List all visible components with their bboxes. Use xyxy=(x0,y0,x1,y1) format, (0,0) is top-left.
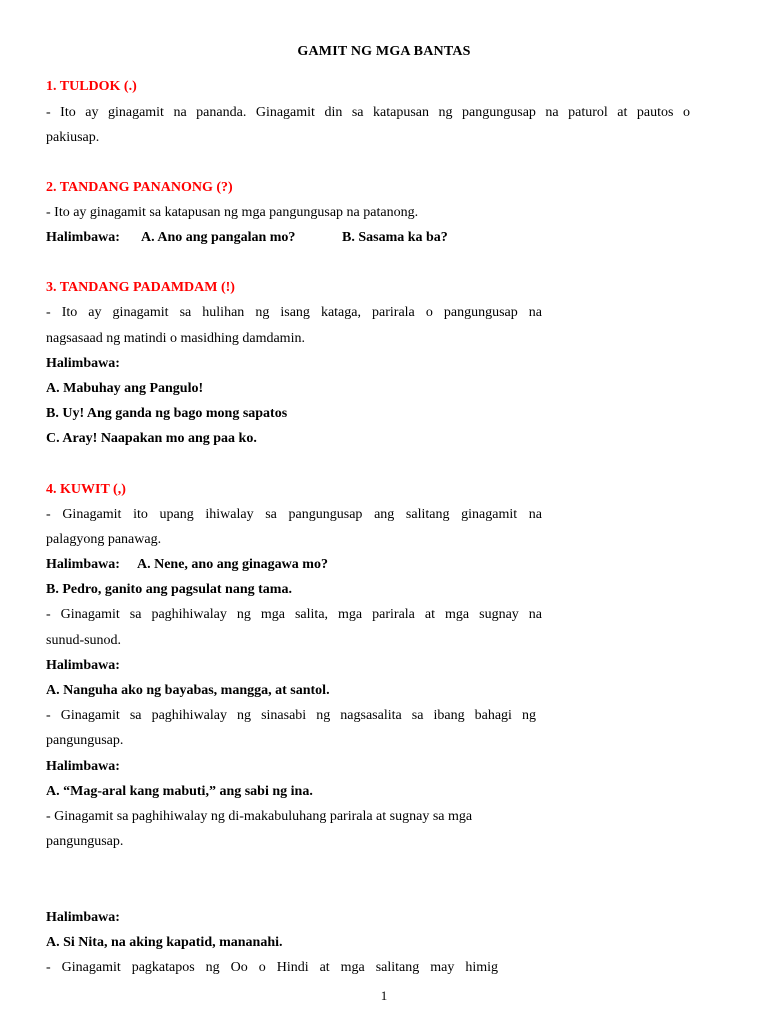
section-3-example-b: B. Uy! Ang ganda ng bago mong sapatos xyxy=(46,406,288,421)
section-3-example-label: Halimbawa: xyxy=(46,356,120,371)
section-4-example-label: Halimbawa: xyxy=(46,759,120,774)
section-4-text-line: palagyong panawag. xyxy=(46,532,162,547)
section-3-example-c: C. Aray! Naapakan mo ang paa ko. xyxy=(46,431,257,446)
section-2-example-a: A. Ano ang pangalan mo? xyxy=(141,230,296,245)
section-4-text-line: sunud-sunod. xyxy=(46,633,122,648)
section-2-example-b: B. Sasama ka ba? xyxy=(342,230,448,245)
section-3-text-line: nagsasaad ng matindi o masidhing damdamin. xyxy=(46,331,305,346)
page-number: 1 xyxy=(380,988,388,1003)
section-4-example-label: Halimbawa: xyxy=(46,658,120,673)
section-4-text-line: - Ginagamit sa paghihiwalay ng sinasabi ng nagsasalita sa ibang bahagi ng xyxy=(46,708,536,723)
section-1-text-line: - Ito ay ginagamit na pananda. Ginagamit din sa katapusan ng pangungusap na paturol at pautos o xyxy=(46,105,690,120)
section-4-example-label: Halimbawa: xyxy=(46,910,120,925)
section-4-text-line: - Ginagamit ito upang ihiwalay sa pangungusap ang salitang ginagamit na xyxy=(46,507,542,522)
section-4-text-line: - Ginagamit sa paghihiwalay ng di-makabuluhang parirala at sugnay sa mga xyxy=(46,809,473,824)
section-2-heading: 2. TANDANG PANANONG (?) xyxy=(46,180,233,195)
section-4-heading: 4. KUWIT (,) xyxy=(46,482,126,497)
section-4-example-a: A. Nanguha ako ng bayabas, mangga, at santol. xyxy=(46,683,330,698)
document-title: GAMIT NG MGA BANTAS xyxy=(297,44,471,59)
section-4-example-b: B. Pedro, ganito ang pagsulat nang tama. xyxy=(46,582,292,597)
section-3-text-line: - Ito ay ginagamit sa hulihan ng isang kataga, parirala o pangungusap na xyxy=(46,305,542,320)
section-4-example-a: A. “Mag-aral kang mabuti,” ang sabi ng ina. xyxy=(46,784,313,799)
section-4-text-line: - Ginagamit pagkatapos ng Oo o Hindi at mga salitang may himig xyxy=(46,960,498,975)
section-1-text-line: pakiusap. xyxy=(46,130,100,145)
section-4-example-a: A. Nene, ano ang ginagawa mo? xyxy=(137,557,328,572)
section-4-example-a: A. Si Nita, na aking kapatid, mananahi. xyxy=(46,935,283,950)
section-4-text-line: - Ginagamit sa paghihiwalay ng mga salita, mga parirala at mga sugnay na xyxy=(46,607,542,622)
section-4-text-line: pangungusap. xyxy=(46,834,124,849)
section-3-heading: 3. TANDANG PADAMDAM (!) xyxy=(46,280,235,295)
section-2-example-label: Halimbawa: xyxy=(46,230,120,245)
section-1-heading: 1. TULDOK (.) xyxy=(46,79,137,94)
section-4-text-line: pangungusap. xyxy=(46,733,124,748)
section-2-text-line: - Ito ay ginagamit sa katapusan ng mga pangungusap na patanong. xyxy=(46,205,419,220)
section-3-example-a: A. Mabuhay ang Pangulo! xyxy=(46,381,204,396)
section-4-example-label: Halimbawa: xyxy=(46,557,120,572)
